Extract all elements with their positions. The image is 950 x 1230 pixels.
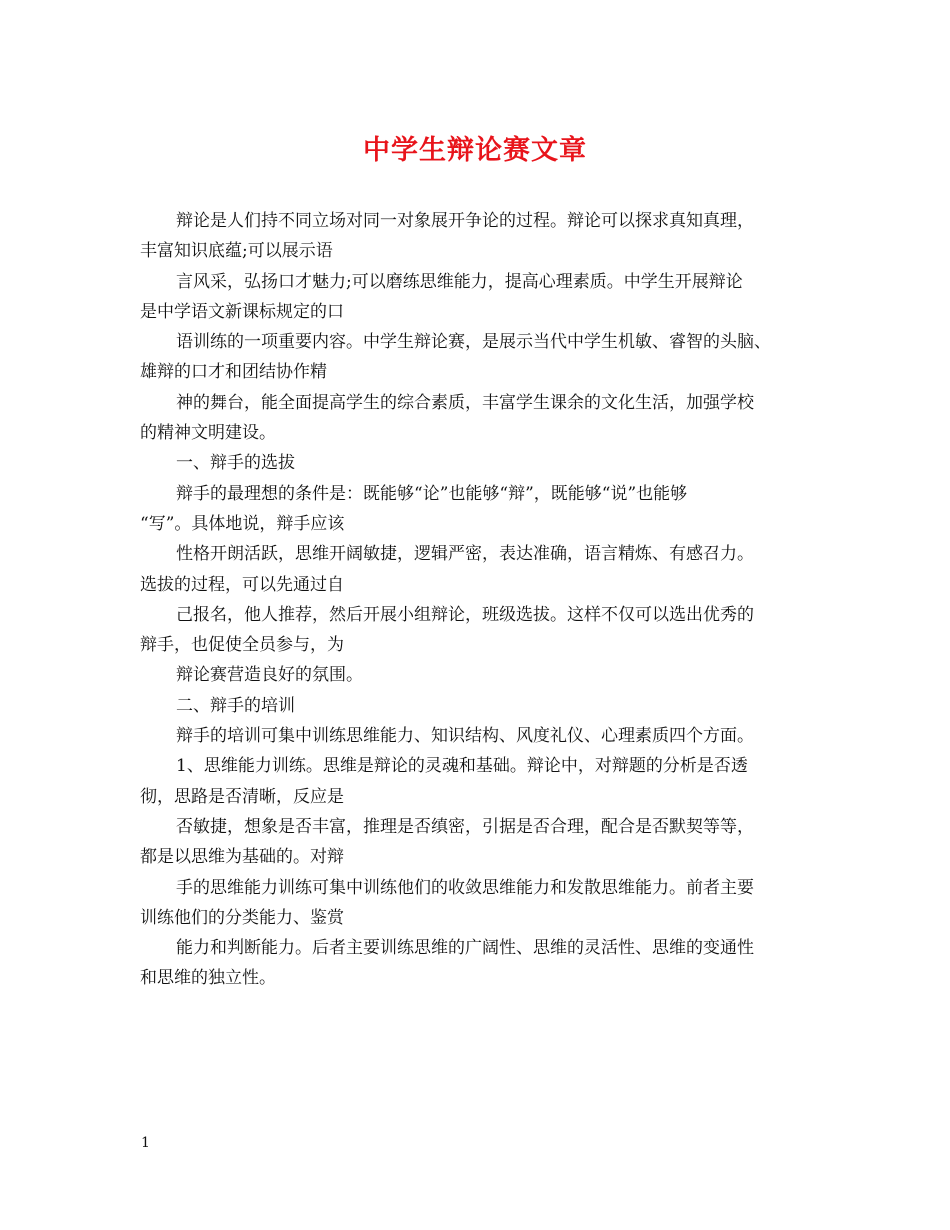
document-title: 中学生辩论赛文章: [363, 135, 587, 166]
text-line: 否敏捷，想象是否丰富，推理是否缜密，引据是否合理，配合是否默契等等，: [176, 816, 754, 837]
text-line: 是中学语文新课标规定的口: [140, 301, 344, 322]
text-line: 辩论赛营造良好的氛围。: [176, 665, 363, 686]
text-line: 手的思维能力训练可集中训练他们的收敛思维能力和发散思维能力。前者主要: [176, 877, 754, 898]
text-line: 辩手的培训可集中训练思维能力、知识结构、风度礼仪、心理素质四个方面。: [176, 726, 754, 747]
text-line: 语训练的一项重要内容。中学生辩论赛，是展示当代中学生机敏、睿智的头脑、: [176, 332, 771, 353]
text-line: 的精神文明建设。: [140, 423, 276, 444]
text-line: 己报名，他人推荐，然后开展小组辩论，班级选拔。这样不仅可以选出优秀的: [176, 604, 754, 625]
text-line: 言风采，弘扬口才魅力;可以磨练思维能力，提高心理素质。中学生开展辩论: [176, 271, 743, 292]
text-line: “写”。具体地说，辩手应该: [140, 513, 345, 534]
text-line: 选拔的过程，可以先通过自: [140, 574, 344, 595]
text-line: 都是以思维为基础的。对辩: [140, 847, 344, 868]
text-line: 能力和判断能力。后者主要训练思维的广阔性、思维的灵活性、思维的变通性: [176, 938, 754, 959]
text-line: 一、辩手的选拔: [176, 453, 295, 474]
document-body: [140, 206, 830, 994]
text-line: 丰富知识底蕴;可以展示语: [140, 241, 333, 262]
text-line: 雄辩的口才和团结协作精: [140, 362, 327, 383]
text-line: 性格开朗活跃，思维开阔敏捷，逻辑严密，表达准确，语言精炼、有感召力。: [176, 544, 754, 565]
text-line: 辩手的最理想的条件是：既能够“论”也能够“辩”，既能够“说”也能够: [176, 483, 688, 504]
text-line: 彻，思路是否清晰，反应是: [140, 786, 344, 807]
text-line: 神的舞台，能全面提高学生的综合素质，丰富学生课余的文化生活，加强学校: [176, 392, 754, 413]
text-line: 二、辩手的培训: [176, 695, 295, 716]
text-line: 1、思维能力训练。思维是辩论的灵魂和基础。辩论中，对辩题的分析是否透: [176, 756, 748, 777]
page-number: 1: [141, 1135, 150, 1151]
text-line: 和思维的独立性。: [140, 968, 276, 989]
text-line: 辩论是人们持不同立场对同一对象展开争论的过程。辩论可以探求真知真理，: [176, 211, 754, 231]
text-line: 训练他们的分类能力、鉴赏: [140, 907, 344, 928]
text-line: 辩手，也促使全员参与，为: [140, 635, 344, 656]
